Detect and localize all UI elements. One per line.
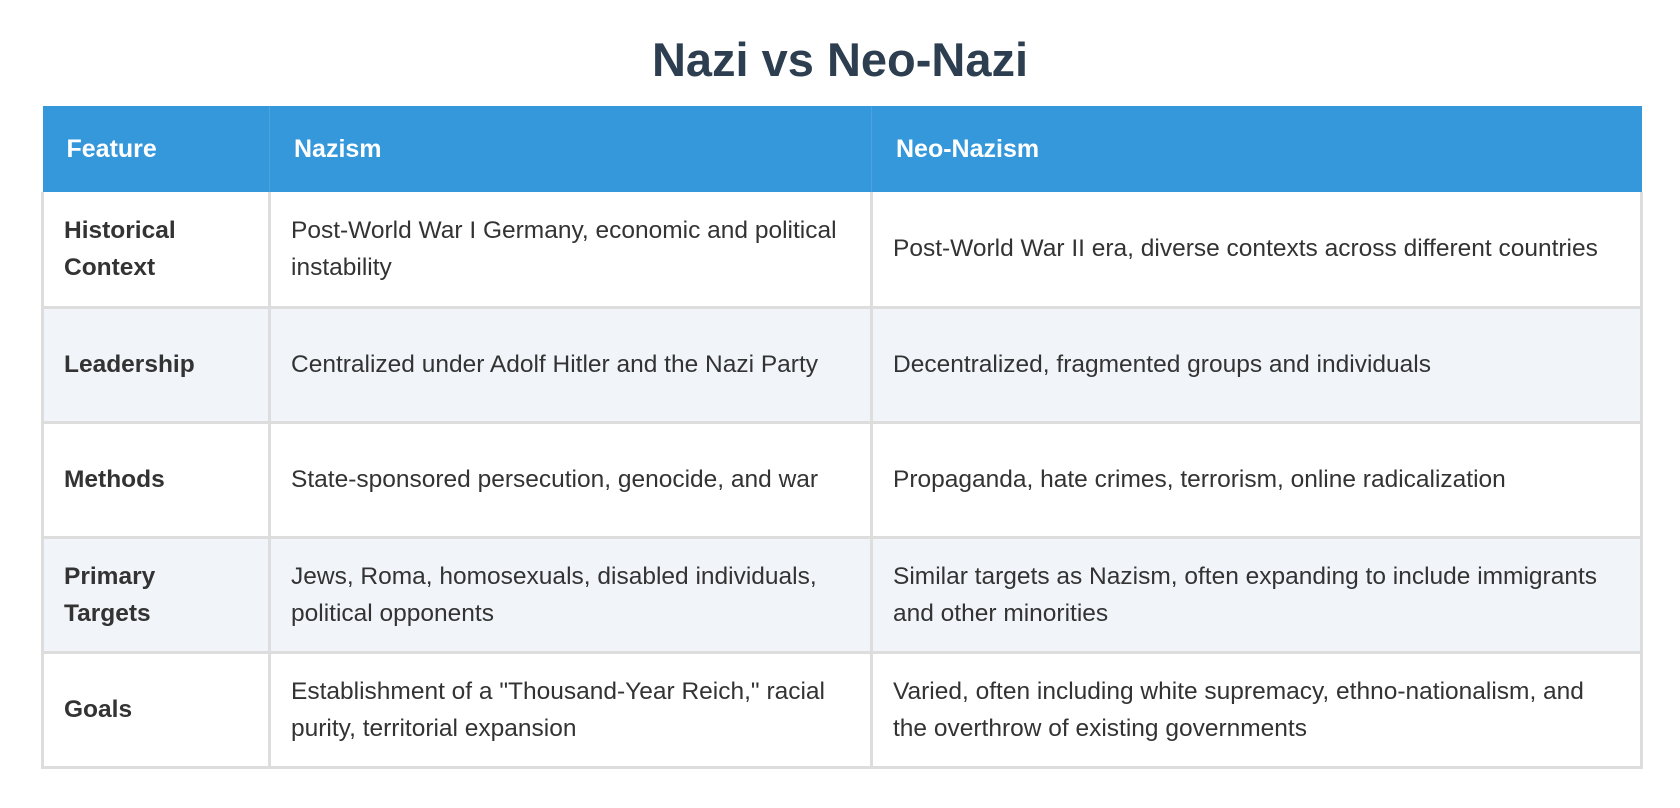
table-row <box>43 422 1642 537</box>
row-feature-cell: Methods <box>43 422 270 537</box>
row-neo-nazism-cell: Post-World War II era, diverse contexts across different countries <box>872 192 1642 307</box>
row-neo-nazism-cell: Propaganda, hate crimes, terrorism, online radicalization <box>872 422 1642 537</box>
row-nazism-cell: Post-World War I Germany, economic and political instability <box>270 192 872 307</box>
row-nazism-cell: Establishment of a "Thousand-Year Reich," racial purity, territorial expansion <box>270 652 872 767</box>
table-body <box>43 192 1642 767</box>
table-header <box>43 106 1642 192</box>
row-feature-cell: Goals <box>43 652 270 767</box>
table-row <box>43 192 1642 307</box>
row-feature-cell: Leadership <box>43 307 270 422</box>
table-row <box>43 307 1642 422</box>
header-neo-nazism: Neo-Nazism <box>872 106 1642 192</box>
header-row <box>43 106 1642 192</box>
header-feature: Feature <box>43 106 270 192</box>
row-neo-nazism-cell: Decentralized, fragmented groups and individuals <box>872 307 1642 422</box>
row-nazism-cell: Centralized under Adolf Hitler and the Nazi Party <box>270 307 872 422</box>
page-title: Nazi vs Neo-Nazi <box>651 33 1029 86</box>
row-feature-cell: Historical Context <box>43 192 270 307</box>
row-feature-cell: Primary Targets <box>43 537 270 652</box>
comparison-table <box>41 106 1643 769</box>
row-neo-nazism-cell: Varied, often including white supremacy, ethno-nationalism, and the overthrow of existing governments <box>872 652 1642 767</box>
table-row <box>43 537 1642 652</box>
header-nazism: Nazism <box>270 106 872 192</box>
row-neo-nazism-cell: Similar targets as Nazism, often expanding to include immigrants and other minorities <box>872 537 1642 652</box>
row-nazism-cell: State-sponsored persecution, genocide, and war <box>270 422 872 537</box>
row-nazism-cell: Jews, Roma, homosexuals, disabled individuals, political opponents <box>270 537 872 652</box>
table-row <box>43 652 1642 767</box>
